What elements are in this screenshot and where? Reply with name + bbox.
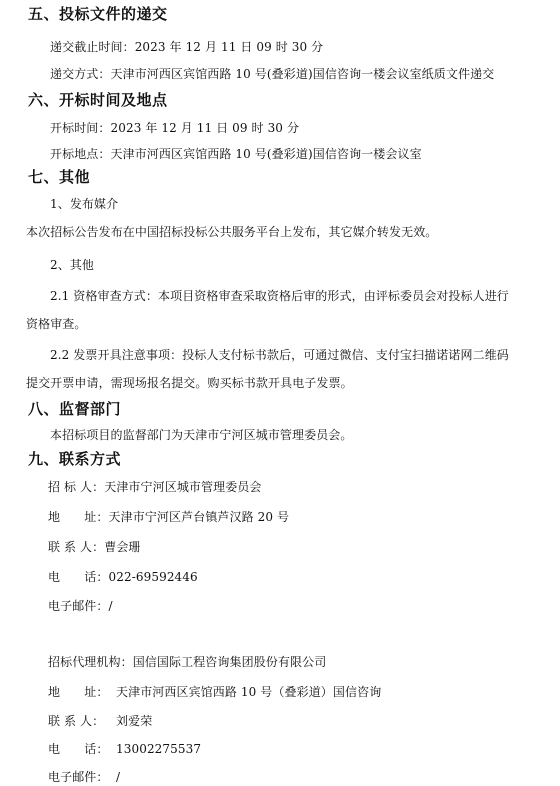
section-9-heading: 九、联系方式 (28, 450, 122, 468)
opening-place-line: 开标地点：天津市河西区宾馆西路 10 号(叠彩道)国信咨询一楼会议室 (50, 147, 422, 161)
qualification-review-line-1: 2.1 资格审查方式：本项目资格审查采取资格后审的形式，由评标委员会对投标人进行 (50, 289, 509, 303)
phone-value: 022-69592446 (108, 570, 198, 584)
invoice-notes-line-2: 提交开票申请，需现场报名提交。购买标书款开具电子发票。 (26, 376, 353, 390)
address-label: 地 址： (48, 510, 109, 524)
contact-row (48, 538, 141, 555)
subheading-other: 2、其他 (50, 258, 95, 272)
agency-address-label: 地 址： (48, 685, 109, 699)
publication-paragraph: 本次招标公告发布在中国招标投标公共服务平台上发布，其它媒介转发无效。 (26, 225, 438, 239)
delivery-method-line: 递交方式：天津市河西区宾馆西路 10 号(叠彩道)国信咨询一楼会议室纸质文件递交 (50, 67, 495, 81)
agency-value: 国信国际工程咨询集团股份有限公司 (132, 655, 327, 669)
agency-address-value: 天津市河西区宾馆西路 10 号（叠彩道）国信咨询 (116, 685, 382, 699)
tenderer-label: 招 标 人： (48, 480, 105, 494)
supervision-paragraph: 本招标项目的监督部门为天津市宁河区城市管理委员会。 (50, 428, 353, 442)
agency-contact-label: 联 系 人： (48, 714, 105, 728)
section-8-heading: 八、监督部门 (28, 400, 122, 418)
agency-phone-label: 电 话： (48, 742, 109, 756)
agency-email-row (48, 768, 120, 785)
subheading-publication-media: 1、发布媒介 (50, 197, 119, 211)
qualification-review-line-2: 资格审查。 (26, 317, 87, 331)
agency-phone-row (48, 740, 201, 757)
section-5-heading: 五、投标文件的递交 (28, 5, 168, 23)
address-value: 天津市宁河区芦台镇芦汉路 20 号 (108, 510, 290, 524)
tenderer-value: 天津市宁河区城市管理委员会 (104, 480, 262, 494)
agency-contact-row (48, 712, 152, 729)
agency-email-value: / (116, 770, 121, 784)
agency-phone-value: 13002275537 (116, 742, 202, 756)
contact-value: 曹会珊 (104, 540, 141, 554)
address-row (48, 508, 289, 525)
tenderer-row (48, 478, 262, 495)
agency-address-row (48, 683, 381, 700)
email-row (48, 597, 113, 614)
deadline-line: 递交截止时间：2023 年 12 月 11 日 09 时 30 分 (50, 40, 324, 54)
section-7-heading: 七、其他 (28, 168, 91, 186)
agency-row (48, 653, 326, 670)
section-6-heading: 六、开标时间及地点 (28, 91, 168, 109)
invoice-notes-line-1: 2.2 发票开具注意事项：投标人支付标书款后，可通过微信、支付宝扫描诺诺网二维码 (50, 348, 509, 362)
agency-email-label: 电子邮件： (48, 770, 109, 784)
phone-label: 电 话： (48, 570, 109, 584)
opening-time-line: 开标时间：2023 年 12 月 11 日 09 时 30 分 (50, 121, 300, 135)
phone-row (48, 568, 198, 585)
agency-contact-value: 刘爱荣 (116, 714, 153, 728)
agency-label: 招标代理机构： (48, 655, 133, 669)
contact-label: 联 系 人： (48, 540, 105, 554)
email-label: 电子邮件： (48, 599, 109, 613)
email-value: / (108, 599, 113, 613)
